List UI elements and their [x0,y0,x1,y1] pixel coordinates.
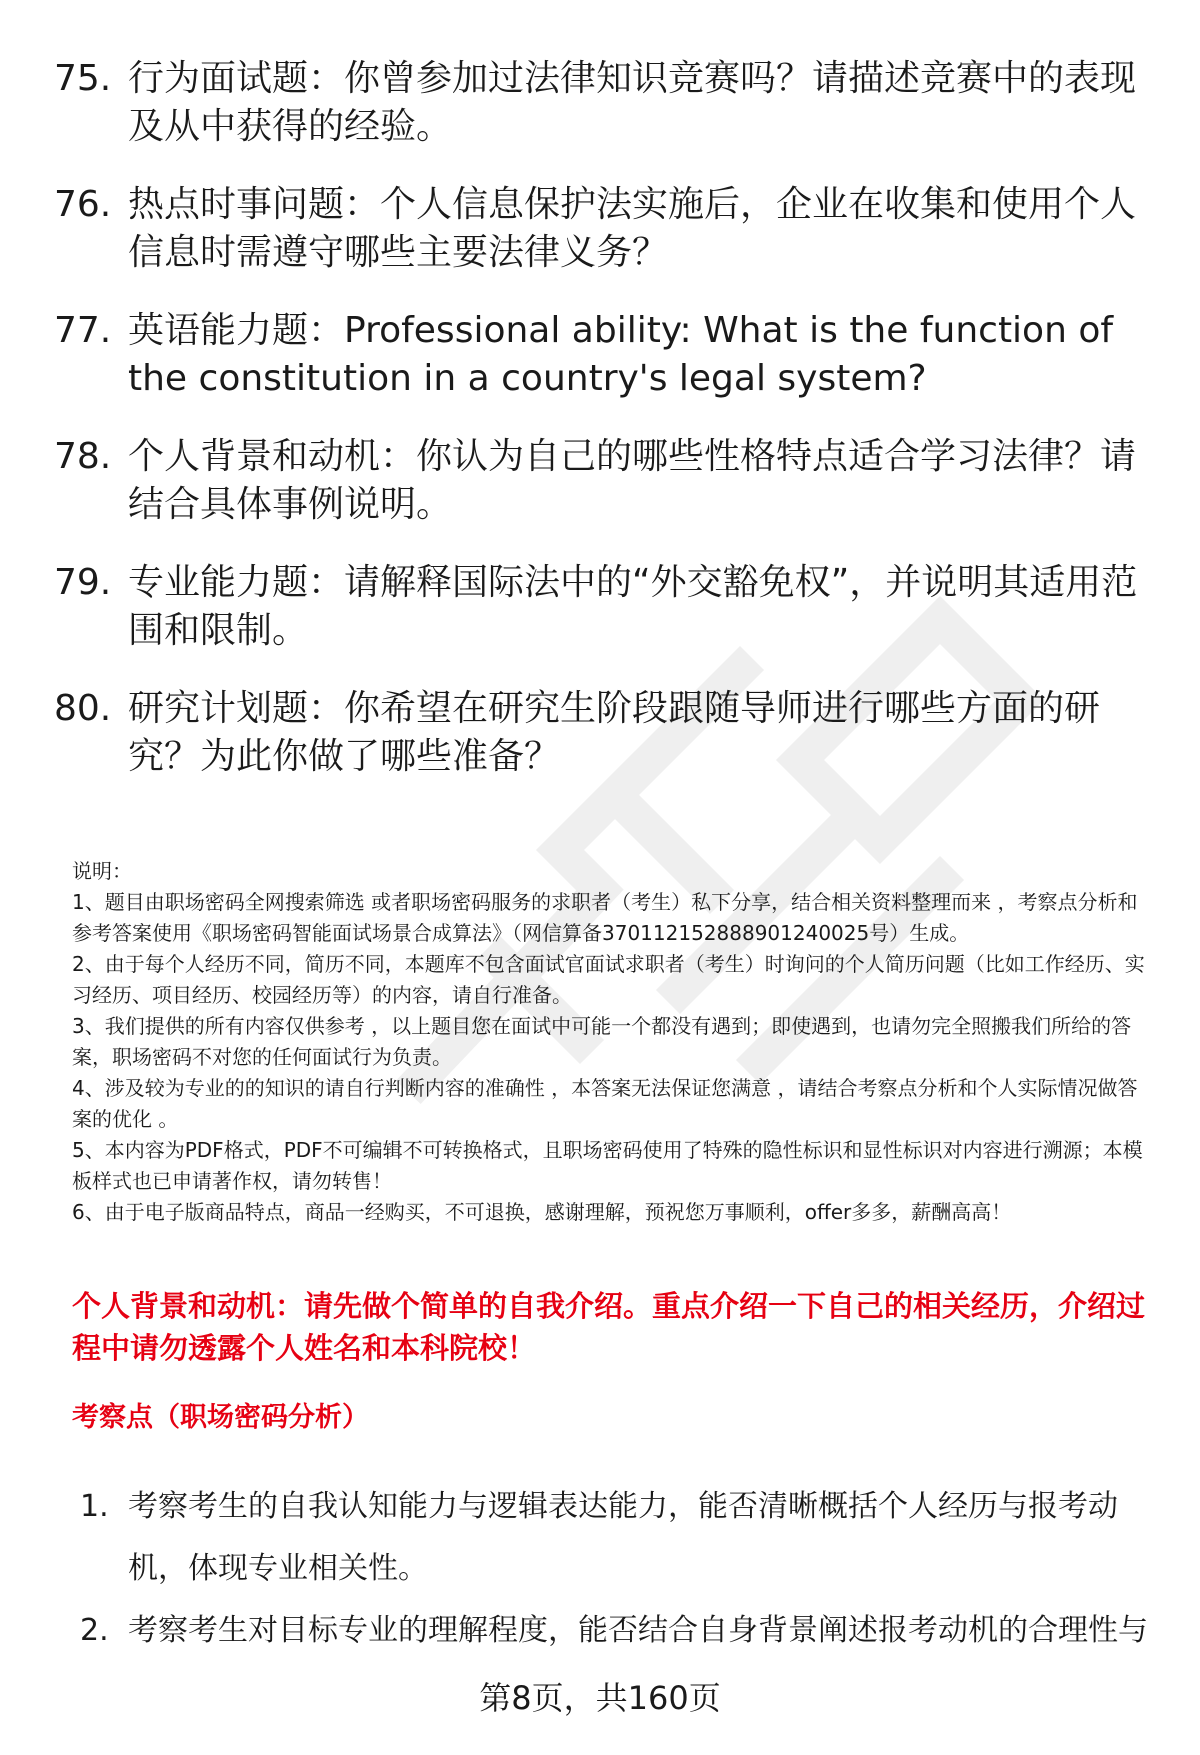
analysis-point [80,1476,1160,1600]
analysis-points [80,1476,1160,1662]
question-item [54,685,1160,781]
notes-section [72,856,1152,1228]
note-item: 3、我们提供的所有内容仅供参考 ，以上题目您在面试中可能一个都没有遇到；即使遇到，也请勿完全照搬我们所给的答案，职场密码不对您的任何面试行为负责。 [72,1014,1132,1069]
question-number: 75. [54,58,112,99]
question-number: 79. [54,562,112,603]
notes-title: 说明： [72,859,132,883]
point-text: 考察考生对目标专业的理解程度，能否结合自身背景阐述报考动机的合理性与 [128,1613,1148,1648]
question-number: 76. [54,184,112,225]
question-number: 77. [54,310,112,351]
note-item: 1、题目由职场密码全网搜索筛选 或者职场密码服务的求职者（考生）私下分享，结合相关资料整理而来 ，考察点分析和参考答案使用《职场密码智能面试场景合成算法》（网信算备370112152888901240025号）生成。 [72,890,1138,945]
question-item [54,307,1160,403]
note-item: 5、本内容为PDF格式，PDF不可编辑不可转换格式，且职场密码使用了特殊的隐性标识和显性标识对内容进行溯源；本模板样式也已申请著作权，请勿转售！ [72,1138,1143,1193]
question-text: 英语能力题：Professional ability: What is the function of the constitution in a country's legal system? [128,310,1114,399]
question-text: 专业能力题：请解释国际法中的“外交豁免权”，并说明其适用范围和限制。 [128,562,1138,651]
question-item [54,55,1160,151]
question-list [0,55,1200,811]
question-item [54,181,1160,277]
page-footer: 第8页，共160页 [479,1679,721,1717]
question-text: 研究计划题：你希望在研究生阶段跟随导师进行哪些方面的研究？为此你做了哪些准备？ [128,688,1101,777]
question-text: 行为面试题：你曾参加过法律知识竞赛吗？请描述竞赛中的表现及从中获得的经验。 [128,58,1137,147]
question-text: 热点时事问题：个人信息保护法实施后，企业在收集和使用个人信息时需遵守哪些主要法律义务？ [128,184,1137,273]
question-number: 80. [54,688,112,729]
analysis-point [80,1600,1160,1662]
question-text: 个人背景和动机：你认为自己的哪些性格特点适合学习法律？请结合具体事例说明。 [128,436,1137,525]
point-number: 2. [80,1613,109,1648]
question-number: 78. [54,436,112,477]
note-item: 4、涉及较为专业的的知识的请自行判断内容的准确性 ，本答案无法保证您满意 ，请结合考察点分析和个人实际情况做答案的优化 。 [72,1076,1138,1131]
note-item: 2、由于每个人经历不同，简历不同，本题库不包含面试官面试求职者（考生）时询问的个人简历问题（比如工作经历、实习经历、项目经历、校园经历等）的内容，请自行准备。 [72,952,1145,1007]
point-text: 考察考生的自我认知能力与逻辑表达能力，能否清晰概括个人经历与报考动机，体现专业相关性。 [128,1489,1118,1586]
analysis-heading: 考察点（职场密码分析） [72,1402,369,1433]
point-number: 1. [80,1489,109,1524]
featured-question: 个人背景和动机：请先做个简单的自我介绍。重点介绍一下自己的相关经历，介绍过程中请勿透露个人姓名和本科院校！ [72,1289,1146,1365]
question-item [54,559,1160,655]
question-item [54,433,1160,529]
note-item: 6、由于电子版商品特点，商品一经购买，不可退换，感谢理解，预祝您万事顺利，offer多多，薪酬高高！ [72,1200,1012,1224]
